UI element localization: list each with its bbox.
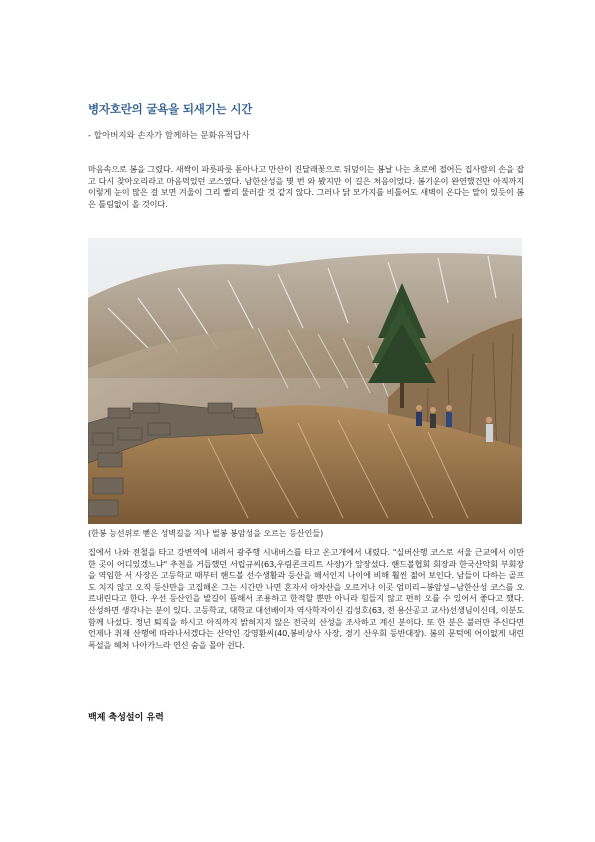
article-paragraph-1: 마음속으로 봄을 그렸다. 새싹이 파릇파릇 돋아나고 만산이 진달래꽃으로 뒤덮이는 봄날 나는 초로에 접어든 집사람의 손을 잡고 다시 찾아오리라고 마음먹었던 코스였다. 남한산성을 몇 번 와 봤지만 이 길은 처음이었다. 봄기운이 완연했건만 아직까지 이렇게 눈이 많은 걸 보면 겨울이 그리 빨리 물러갈 것 같지 않다. 그러나 닭 모가지를 비틀어도 새벽이 온다는 말이 있듯이 봄은 틀림없이 올 것이다. xyxy=(88,164,524,209)
article-photo xyxy=(88,238,522,524)
article-paragraph-2: 집에서 나와 전철을 타고 강변역에 내려서 광주행 시내버스를 타고 온고개에서 내렸다. "실버산행 코스로 서울 근교에서 이만한 곳이 어디있겠느냐" 추천을 거듭했던 서립규씨(63,우림콘크리트 사장)가 앞장섰다. 핸드볼협회 회장과 한국산악회 부회장을 역임한 서 사장은 고등학교 때부터 핸드볼 선수생활과 등산을 해서인지 나이에 비해 훨씬 젊어 보인다. 남들이 다하는 골프도 치지 않고 오직 등산만을 고집해온 그는 시간만 나면 혼자서 아차산을 오르거나 이곳 엄미리~봉암성~남한산성 코스를 오르내린다고 한다. 우선 등산인을 발길이 뜸해서 조용하고 한적할 뿐만 아니라 힘들지 않고 편히 오를 수 있어서 좋다고 했다. 산성하면 생각나는 분이 있다. 고등학교, 대학교 대선배이자 역사학자이신 김성호(63, 전 용산공고 교사)선생님이신데, 이분도 함께 나섰다. 정년 퇴직을 하시고 아직까지 밝혀지지 않은 전국의 산성을 조사하고 계신 분이다. 또 한 분은 불러만 주신다면 언제나 취재 산행에 따라나서겠다는 산악인 강영환씨(40,봉비상사 사장, 경기 산우회 등반대장). 봄의 문턱에 어이없게 내린 폭설을 헤쳐 나아가느라 연신 숨을 몰아 쉰다. xyxy=(88,547,524,650)
section-heading: 백제 축성설이 유력 xyxy=(88,713,164,723)
photo-caption: (한봉 능선위로 뻗은 성벽길을 지나 벌봉 봉암성을 오르는 등산인들) xyxy=(88,529,324,538)
article-subtitle: - 할아버지와 손자가 함께하는 문화유적답사 xyxy=(88,131,250,141)
mountain-ridge-photo xyxy=(88,238,522,524)
article-title: 병자호란의 굴욕을 되새기는 시간 xyxy=(88,102,253,116)
